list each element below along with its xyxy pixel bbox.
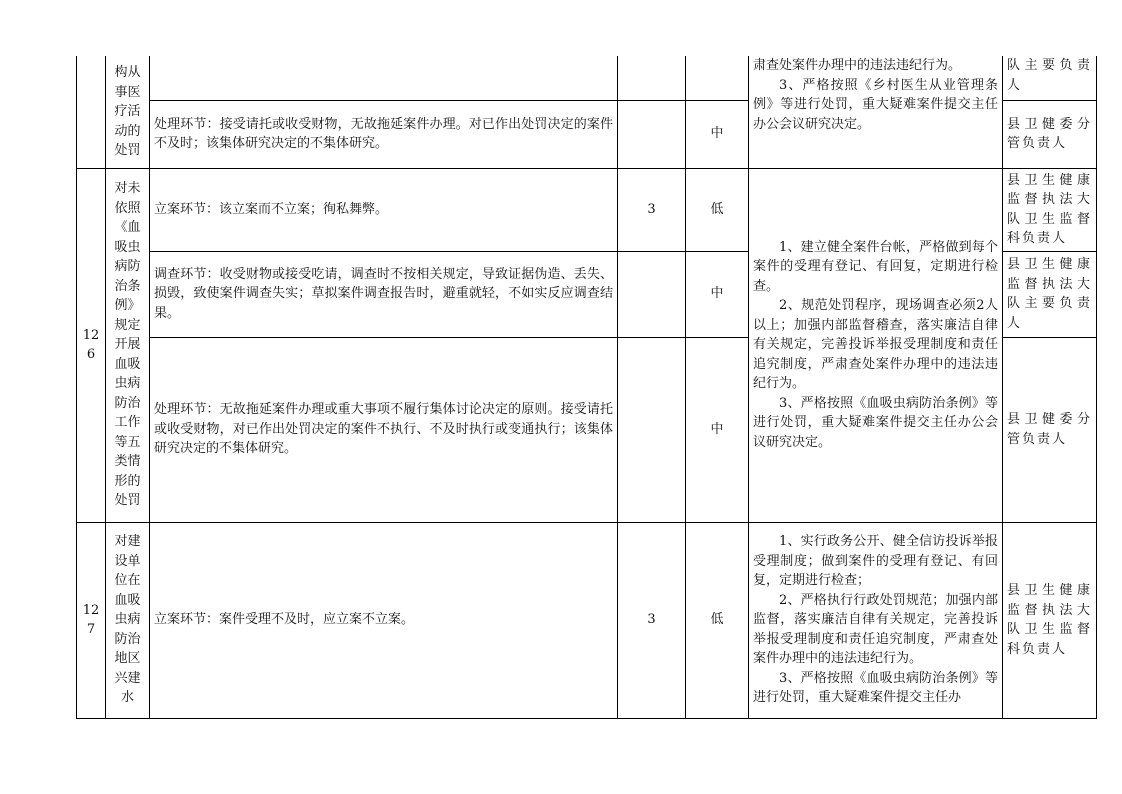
stage-description: 调查环节：收受财物或接受吃请，调查时不按相关规定，导致证据伪造、丢失、损毁，致使案件调查失实；草拟案件调查报告时，避重就轻，不如实反应调查结果。 (150, 251, 618, 337)
risk-grade: 低 (686, 522, 749, 718)
measure-item: 3、严格按照《血吸虫病防治条例》等进行处罚，重大疑难案件提交主任办公会议研究决定。 (753, 395, 998, 450)
risk-level (618, 100, 686, 168)
risk-level (618, 56, 686, 100)
measure-item: 2、规范处罚程序，现场调查必须2人以上；加强内部监督稽查，落实廉洁自律有关规定，完善投诉举报受理制度和责任追究制度，严肃查处案件办理中的违法违纪行为。 (753, 298, 998, 392)
stage-description: 处理环节：接受请托或收受财物，无故拖延案件办理。对已作出处罚决定的案件不及时；该集体研究决定的不集体研究。 (150, 100, 618, 168)
item-number (77, 56, 106, 168)
measure-item: 3、严格按照《乡村医生从业管理条例》等进行处罚，重大疑难案件提交主任办公会议研究决定。 (753, 77, 998, 132)
responsible-person: 队主要负责人 (1003, 56, 1097, 100)
item-name: 对建设单位在血吸虫病防治地区兴建水 (106, 522, 150, 718)
measure-item: 3、严格按照《血吸虫病防治条例》等进行处罚，重大疑难案件提交主任办 (753, 670, 998, 706)
stage-description: 处理环节：无故拖延案件办理或重大事项不履行集体讨论决定的原则。接受请托或收受财物，对已作出处罚决定的案件不执行、不及时执行或变通执行；该集体研究决定的不集体研究。 (150, 337, 618, 522)
prevention-measures (749, 522, 1003, 718)
table-row (77, 168, 1097, 251)
stage-description: 立案环节：该立案而不立案；徇私舞弊。 (150, 168, 618, 251)
risk-level (618, 251, 686, 337)
risk-grade: 中 (686, 100, 749, 168)
table-row (77, 56, 1097, 100)
table-row (77, 522, 1097, 718)
risk-level (618, 337, 686, 522)
responsible-person: 县卫健委分管负责人 (1003, 337, 1097, 522)
measure-item: 1、实行政务公开、健全信访投诉举报受理制度；做到案件的受理有登记、有回复，定期进行检查； (753, 534, 998, 589)
risk-table (76, 56, 1097, 719)
prevention-measures (749, 56, 1003, 168)
risk-level: 3 (618, 168, 686, 251)
risk-grade (686, 56, 749, 100)
stage-description: 立案环节：案件受理不及时，应立案不立案。 (150, 522, 618, 718)
responsible-person: 县卫生健康监督执法大队卫生监督科负责人 (1003, 168, 1097, 251)
item-number: 127 (77, 522, 106, 718)
risk-grade: 低 (686, 168, 749, 251)
measure-item: 1、建立健全案件台帐，严格做到每个案件的受理有登记、有回复，定期进行检查。 (753, 239, 998, 294)
prevention-measures (749, 168, 1003, 522)
item-name: 构从事医疗活动的处罚 (106, 56, 150, 168)
item-name: 对未依照《血吸虫病防治条例》规定开展血吸虫病防治工作等五类情形的处罚 (106, 168, 150, 522)
measure-item: 2、严格执行行政处罚规范；加强内部监督，落实廉洁自律有关规定，完善投诉举报受理制度和责任追究制度，严肃查处案件办理中的违法违纪行为。 (753, 592, 998, 667)
stage-description (150, 56, 618, 100)
responsible-person: 县卫生健康监督执法大队主要负责人 (1003, 251, 1097, 337)
measure-item: 肃查处案件办理中的违法违纪行为。 (753, 58, 962, 73)
risk-grade: 中 (686, 337, 749, 522)
risk-level: 3 (618, 522, 686, 718)
risk-grade: 中 (686, 251, 749, 337)
responsible-person: 县卫健委分管负责人 (1003, 100, 1097, 168)
item-number: 126 (77, 168, 106, 522)
responsible-person: 县卫生健康监督执法大队卫生监督科负责人 (1003, 522, 1097, 718)
